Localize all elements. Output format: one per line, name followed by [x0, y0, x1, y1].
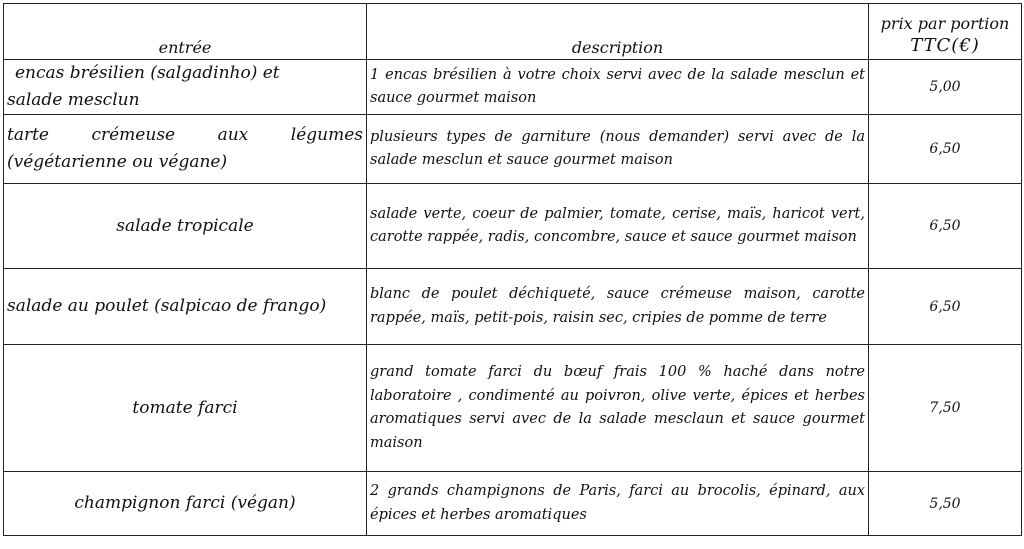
entree-line: encas brésilien (salgadinho) et [15, 63, 280, 83]
price-cell: 5,50 [869, 472, 1022, 536]
header-price-line2: TTC(€) [910, 35, 980, 56]
entree-cell: salade au poulet (salpicao de frango) [4, 269, 367, 345]
price-cell: 7,50 [869, 345, 1022, 472]
header-row [4, 4, 1022, 60]
price-cell: 6,50 [869, 115, 1022, 184]
header-price-line1: prix par portion [880, 14, 1010, 33]
description-cell: 1 encas brésilien à votre choix servi avec de la salade mesclun et sauce gourmet maison [367, 60, 869, 115]
header-description: description [367, 4, 869, 60]
price-cell: 6,50 [869, 269, 1022, 345]
entree-line: (végétarienne ou végane) [7, 152, 228, 172]
description-cell: blanc de poulet déchiqueté, sauce crémeuse maison, carotte rappée, maïs, petit-pois, raisin sec, cripies de pomme de terre [367, 269, 869, 345]
header-price [869, 4, 1022, 60]
table-row [4, 269, 1022, 345]
price-cell: 5,00 [869, 60, 1022, 115]
entree-cell: salade tropicale [4, 184, 367, 269]
table-row [4, 115, 1022, 184]
entree-line: salade mesclun [7, 90, 140, 110]
description-cell: grand tomate farci du bœuf frais 100 % haché dans notre laboratoire , condimenté au poivron, olive verte, épices et herbes aromatiques servi avec de la salade mesclaun et sauce gourmet maison [367, 345, 869, 472]
entree-cell: champignon farci (végan) [4, 472, 367, 536]
description-cell: salade verte, coeur de palmier, tomate, cerise, maïs, haricot vert, carotte rappée, radis, concombre, sauce et sauce gourmet maison [367, 184, 869, 269]
table-row [4, 60, 1022, 115]
table-row [4, 472, 1022, 536]
table-row [4, 345, 1022, 472]
entree-cell [4, 115, 367, 184]
description-cell: 2 grands champignons de Paris, farci au brocolis, épinard, aux épices et herbes aromatiques [367, 472, 869, 536]
header-entree: entrée [4, 4, 367, 60]
menu-table [3, 3, 1022, 536]
table-row [4, 184, 1022, 269]
price-cell: 6,50 [869, 184, 1022, 269]
entree-cell: tomate farci [4, 345, 367, 472]
entree-line: tarte crémeuse aux légumes [7, 125, 363, 145]
entree-cell [4, 60, 367, 115]
description-cell: plusieurs types de garniture (nous demander) servi avec de la salade mesclun et sauce gourmet maison [367, 115, 869, 184]
